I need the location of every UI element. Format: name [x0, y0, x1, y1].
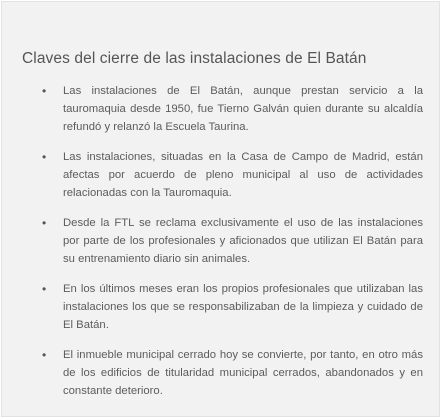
list-item — [2, 280, 423, 346]
bullet-icon: • — [42, 348, 47, 362]
bullet-icon: • — [42, 282, 47, 296]
list-item-text: Las instalaciones de El Batán, aunque prestan servicio a la tauromaquia desde 1950, fue Tierno Galván quien durante su alcaldía refundó y relanzó la Escuela Taurina. — [63, 85, 423, 133]
bullet-icon: • — [42, 84, 47, 98]
list-item-text: En los últimos meses eran los propios profesionales que utilizaban las instalaciones los que se responsabilizaban de la limpieza y cuidado de El Batán. — [63, 283, 423, 331]
bullet-icon: • — [42, 216, 47, 230]
box-title: Claves del cierre de las instalaciones de El Batán — [22, 50, 367, 67]
list-item-text: Desde la FTL se reclama exclusivamente el uso de las instalaciones por parte de los profesionales y aficionados que utilizan El Batán para su entrenamiento diario sin animales. — [63, 217, 423, 265]
list-item — [2, 82, 423, 148]
list-item — [2, 148, 423, 214]
list-item — [2, 346, 423, 412]
list-item-text: Las instalaciones, situadas en la Casa de Campo de Madrid, están afectas por acuerdo de pleno municipal al uso de actividades relacionadas con la Tauromaquia. — [63, 151, 423, 199]
list-item — [2, 214, 423, 280]
key-points-list — [2, 82, 439, 412]
bullet-icon: • — [42, 150, 47, 164]
list-item-text: El inmueble municipal cerrado hoy se convierte, por tanto, en otro más de los edificios de titularidad municipal cerrados, abandonados y en constante deterioro. — [63, 349, 423, 397]
summary-box — [1, 1, 440, 417]
